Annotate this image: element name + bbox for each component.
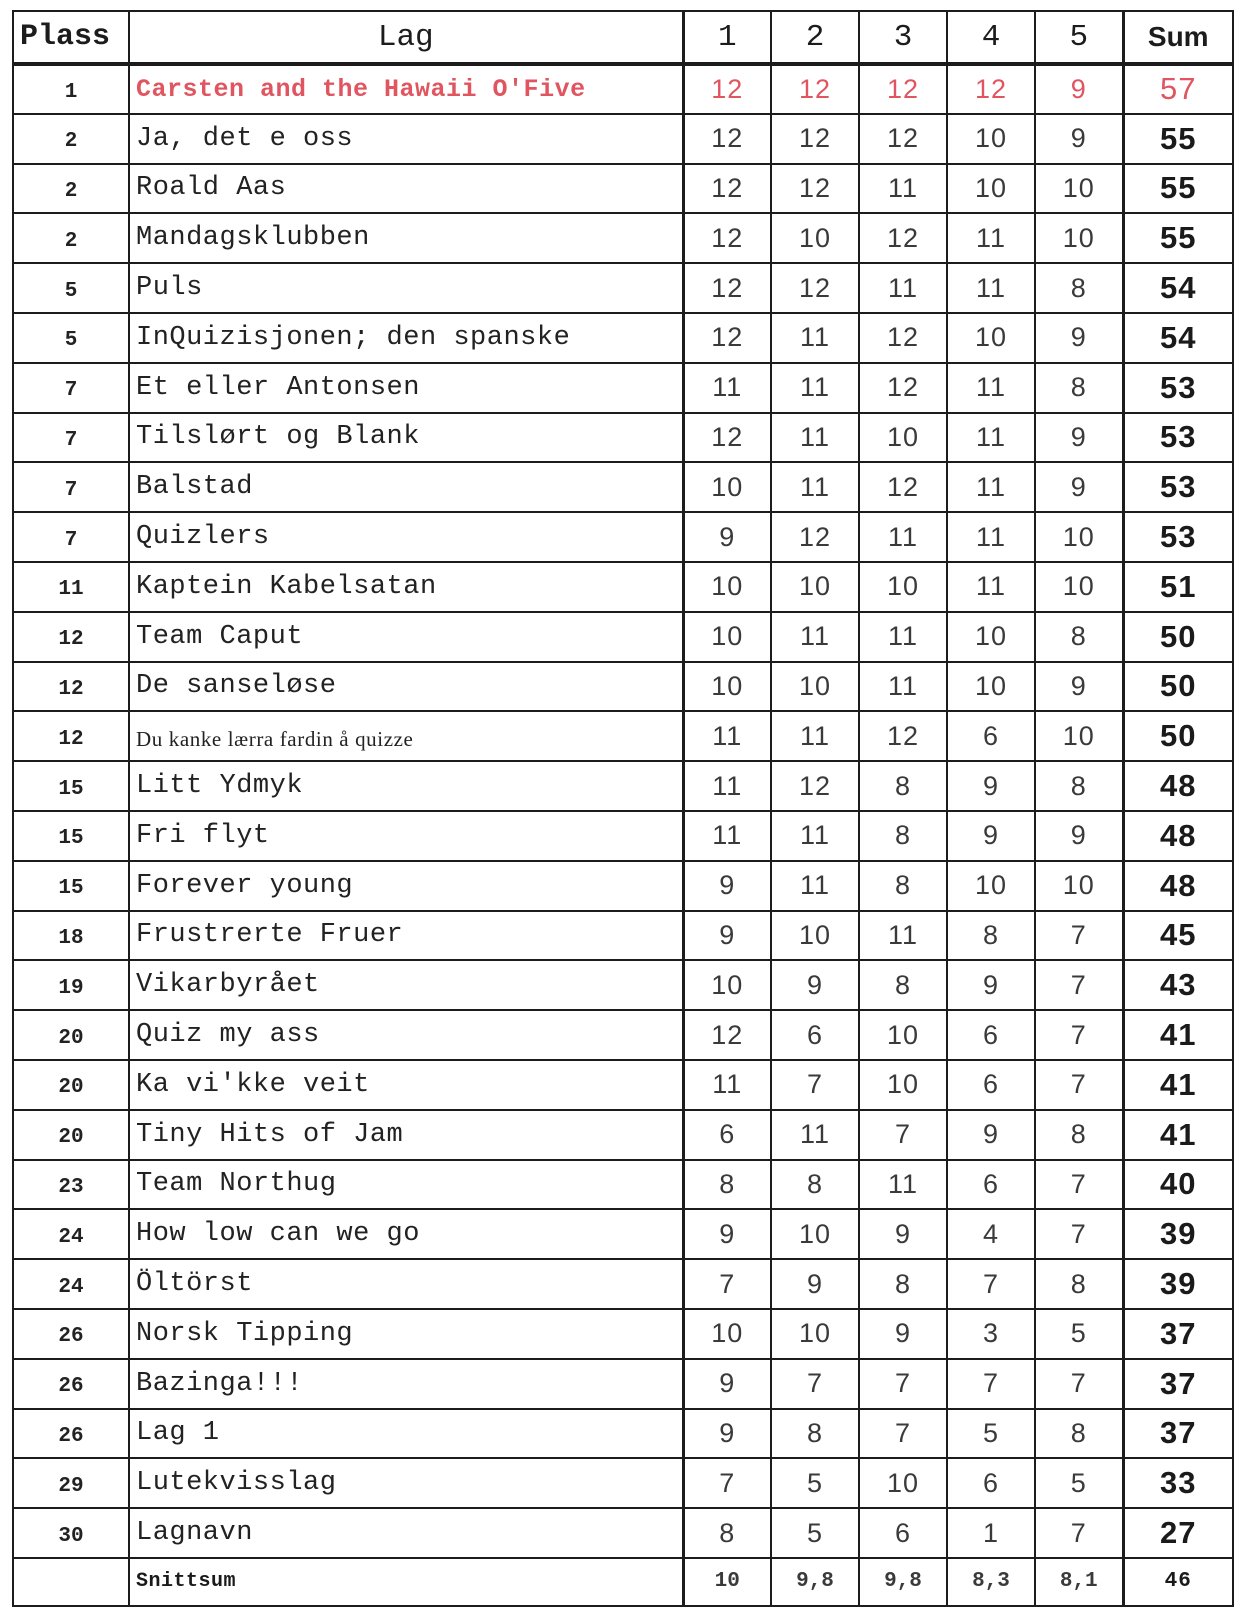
row-plass: 26 — [13, 1309, 129, 1359]
row-score-round-5: 7 — [1035, 911, 1123, 961]
row-score-round-1: 7 — [683, 1458, 771, 1508]
row-score-round-4: 6 — [947, 711, 1035, 761]
row-sum: 51 — [1123, 562, 1233, 612]
row-score-round-1: 9 — [683, 861, 771, 911]
table-body — [13, 64, 1233, 1558]
header-lag: Lag — [129, 11, 683, 64]
row-score-round-2: 10 — [771, 662, 859, 712]
table-row — [13, 662, 1233, 712]
row-score-round-3: 10 — [859, 1458, 947, 1508]
row-score-round-1: 11 — [683, 761, 771, 811]
row-score-round-2: 11 — [771, 861, 859, 911]
row-plass: 12 — [13, 612, 129, 662]
row-sum: 50 — [1123, 662, 1233, 712]
table-row — [13, 1409, 1233, 1459]
row-score-round-2: 10 — [771, 1309, 859, 1359]
row-score-round-3: 12 — [859, 114, 947, 164]
row-plass: 29 — [13, 1458, 129, 1508]
row-score-round-1: 12 — [683, 1010, 771, 1060]
row-score-round-2: 11 — [771, 612, 859, 662]
row-score-round-2: 12 — [771, 64, 859, 114]
row-score-round-3: 6 — [859, 1508, 947, 1558]
row-team-name: Norsk Tipping — [129, 1309, 683, 1359]
row-sum: 37 — [1123, 1309, 1233, 1359]
row-score-round-2: 11 — [771, 313, 859, 363]
row-sum: 53 — [1123, 512, 1233, 562]
row-score-round-2: 11 — [771, 711, 859, 761]
row-score-round-4: 11 — [947, 462, 1035, 512]
row-plass: 24 — [13, 1259, 129, 1309]
footer-avg-round-5: 8,1 — [1035, 1558, 1123, 1606]
row-score-round-5: 9 — [1035, 413, 1123, 463]
row-plass: 15 — [13, 811, 129, 861]
row-sum: 54 — [1123, 313, 1233, 363]
row-score-round-3: 10 — [859, 1060, 947, 1110]
row-score-round-2: 12 — [771, 761, 859, 811]
row-score-round-5: 8 — [1035, 263, 1123, 313]
table-row — [13, 1160, 1233, 1210]
row-score-round-1: 9 — [683, 1209, 771, 1259]
row-score-round-3: 11 — [859, 263, 947, 313]
table-row — [13, 711, 1233, 761]
row-score-round-2: 10 — [771, 911, 859, 961]
row-score-round-4: 9 — [947, 960, 1035, 1010]
row-score-round-3: 8 — [859, 861, 947, 911]
row-score-round-3: 10 — [859, 562, 947, 612]
row-score-round-1: 11 — [683, 711, 771, 761]
row-team-name: Frustrerte Fruer — [129, 911, 683, 961]
row-score-round-1: 10 — [683, 562, 771, 612]
row-score-round-1: 10 — [683, 612, 771, 662]
footer-avg-round-3: 9,8 — [859, 1558, 947, 1606]
row-score-round-5: 10 — [1035, 861, 1123, 911]
row-score-round-5: 8 — [1035, 761, 1123, 811]
row-score-round-5: 10 — [1035, 711, 1123, 761]
row-sum: 45 — [1123, 911, 1233, 961]
table-row — [13, 1010, 1233, 1060]
row-plass: 12 — [13, 711, 129, 761]
row-score-round-5: 9 — [1035, 662, 1123, 712]
table-footer — [13, 1558, 1233, 1606]
row-score-round-1: 9 — [683, 512, 771, 562]
row-score-round-3: 8 — [859, 1259, 947, 1309]
row-plass: 20 — [13, 1010, 129, 1060]
row-sum: 37 — [1123, 1359, 1233, 1409]
row-score-round-2: 11 — [771, 363, 859, 413]
row-score-round-2: 5 — [771, 1458, 859, 1508]
row-sum: 43 — [1123, 960, 1233, 1010]
row-score-round-4: 10 — [947, 612, 1035, 662]
header-sum: Sum — [1123, 11, 1233, 64]
results-sheet — [12, 10, 1234, 1607]
row-score-round-2: 8 — [771, 1160, 859, 1210]
row-team-name: Puls — [129, 263, 683, 313]
row-score-round-1: 11 — [683, 1060, 771, 1110]
table-row — [13, 1110, 1233, 1160]
row-team-name: Lutekvisslag — [129, 1458, 683, 1508]
row-score-round-5: 7 — [1035, 1160, 1123, 1210]
row-score-round-1: 12 — [683, 263, 771, 313]
row-score-round-4: 9 — [947, 1110, 1035, 1160]
row-plass: 24 — [13, 1209, 129, 1259]
row-team-name: Roald Aas — [129, 164, 683, 214]
row-score-round-3: 12 — [859, 363, 947, 413]
row-score-round-5: 7 — [1035, 1359, 1123, 1409]
header-round-3: 3 — [859, 11, 947, 64]
row-plass: 23 — [13, 1160, 129, 1210]
row-team-name: Quizlers — [129, 512, 683, 562]
row-score-round-5: 7 — [1035, 1209, 1123, 1259]
row-team-name: Mandagsklubben — [129, 213, 683, 263]
table-row — [13, 562, 1233, 612]
row-score-round-1: 12 — [683, 114, 771, 164]
row-sum: 33 — [1123, 1458, 1233, 1508]
row-score-round-5: 9 — [1035, 64, 1123, 114]
row-score-round-2: 12 — [771, 512, 859, 562]
row-team-name: Fri flyt — [129, 811, 683, 861]
row-score-round-1: 10 — [683, 462, 771, 512]
row-score-round-5: 7 — [1035, 960, 1123, 1010]
row-score-round-3: 11 — [859, 164, 947, 214]
header-round-1: 1 — [683, 11, 771, 64]
footer-label: Snittsum — [129, 1558, 683, 1606]
row-sum: 40 — [1123, 1160, 1233, 1210]
row-score-round-3: 12 — [859, 462, 947, 512]
row-score-round-4: 6 — [947, 1458, 1035, 1508]
row-team-name: De sanseløse — [129, 662, 683, 712]
table-row — [13, 263, 1233, 313]
table-row — [13, 1060, 1233, 1110]
row-team-name: Ka vi'kke veit — [129, 1060, 683, 1110]
row-team-name: Tilslørt og Blank — [129, 413, 683, 463]
row-score-round-5: 9 — [1035, 114, 1123, 164]
table-row — [13, 911, 1233, 961]
footer-avg-round-4: 8,3 — [947, 1558, 1035, 1606]
row-score-round-5: 8 — [1035, 363, 1123, 413]
row-team-name: Lagnavn — [129, 1508, 683, 1558]
row-score-round-1: 10 — [683, 662, 771, 712]
row-score-round-4: 11 — [947, 413, 1035, 463]
row-score-round-2: 12 — [771, 263, 859, 313]
footer-avg-round-2: 9,8 — [771, 1558, 859, 1606]
row-score-round-4: 9 — [947, 761, 1035, 811]
row-plass: 15 — [13, 761, 129, 811]
row-score-round-4: 11 — [947, 512, 1035, 562]
table-row — [13, 1458, 1233, 1508]
row-score-round-1: 12 — [683, 213, 771, 263]
row-score-round-3: 9 — [859, 1309, 947, 1359]
row-score-round-1: 12 — [683, 313, 771, 363]
row-score-round-4: 10 — [947, 313, 1035, 363]
footer-avg-round-1: 10 — [683, 1558, 771, 1606]
row-sum: 53 — [1123, 363, 1233, 413]
row-score-round-4: 1 — [947, 1508, 1035, 1558]
row-score-round-3: 8 — [859, 811, 947, 861]
row-score-round-1: 10 — [683, 960, 771, 1010]
row-score-round-2: 7 — [771, 1359, 859, 1409]
row-score-round-3: 11 — [859, 512, 947, 562]
row-plass: 2 — [13, 164, 129, 214]
row-score-round-5: 8 — [1035, 1259, 1123, 1309]
row-plass: 5 — [13, 313, 129, 363]
row-score-round-3: 11 — [859, 662, 947, 712]
row-sum: 27 — [1123, 1508, 1233, 1558]
row-team-name: Lag 1 — [129, 1409, 683, 1459]
row-team-name: Litt Ydmyk — [129, 761, 683, 811]
row-score-round-3: 12 — [859, 711, 947, 761]
row-score-round-3: 11 — [859, 1160, 947, 1210]
row-score-round-2: 8 — [771, 1409, 859, 1459]
row-sum: 48 — [1123, 861, 1233, 911]
row-team-name: Kaptein Kabelsatan — [129, 562, 683, 612]
table-row — [13, 612, 1233, 662]
row-score-round-1: 12 — [683, 64, 771, 114]
row-sum: 41 — [1123, 1010, 1233, 1060]
row-score-round-4: 4 — [947, 1209, 1035, 1259]
row-score-round-4: 11 — [947, 213, 1035, 263]
table-row — [13, 1359, 1233, 1409]
row-score-round-3: 12 — [859, 313, 947, 363]
row-score-round-1: 12 — [683, 413, 771, 463]
header-round-2: 2 — [771, 11, 859, 64]
row-score-round-1: 12 — [683, 164, 771, 214]
row-sum: 48 — [1123, 811, 1233, 861]
row-plass: 30 — [13, 1508, 129, 1558]
row-score-round-1: 10 — [683, 1309, 771, 1359]
table-row — [13, 213, 1233, 263]
table-row — [13, 1209, 1233, 1259]
table-row — [13, 861, 1233, 911]
row-score-round-1: 11 — [683, 363, 771, 413]
row-plass: 12 — [13, 662, 129, 712]
row-score-round-3: 7 — [859, 1359, 947, 1409]
row-score-round-2: 11 — [771, 1110, 859, 1160]
row-plass: 2 — [13, 213, 129, 263]
row-sum: 39 — [1123, 1209, 1233, 1259]
row-score-round-4: 3 — [947, 1309, 1035, 1359]
footer-avg-sum: 46 — [1123, 1558, 1233, 1606]
row-plass: 19 — [13, 960, 129, 1010]
row-team-name: Balstad — [129, 462, 683, 512]
row-score-round-5: 7 — [1035, 1010, 1123, 1060]
row-team-name: Vikarbyrået — [129, 960, 683, 1010]
row-sum: 37 — [1123, 1409, 1233, 1459]
row-score-round-3: 9 — [859, 1209, 947, 1259]
row-plass: 20 — [13, 1060, 129, 1110]
row-score-round-4: 10 — [947, 164, 1035, 214]
table-row — [13, 1309, 1233, 1359]
row-sum: 55 — [1123, 213, 1233, 263]
row-team-name: Quiz my ass — [129, 1010, 683, 1060]
row-sum: 48 — [1123, 761, 1233, 811]
table-row — [13, 1259, 1233, 1309]
row-score-round-2: 11 — [771, 811, 859, 861]
row-sum: 57 — [1123, 64, 1233, 114]
row-sum: 50 — [1123, 711, 1233, 761]
row-team-name: Forever young — [129, 861, 683, 911]
row-score-round-1: 8 — [683, 1160, 771, 1210]
header-round-5: 5 — [1035, 11, 1123, 64]
row-score-round-2: 9 — [771, 1259, 859, 1309]
row-score-round-5: 9 — [1035, 462, 1123, 512]
row-team-name: Tiny Hits of Jam — [129, 1110, 683, 1160]
row-score-round-5: 5 — [1035, 1458, 1123, 1508]
row-team-name: Et eller Antonsen — [129, 363, 683, 413]
row-score-round-5: 9 — [1035, 811, 1123, 861]
row-score-round-3: 8 — [859, 761, 947, 811]
row-score-round-5: 8 — [1035, 612, 1123, 662]
row-team-name: Öltörst — [129, 1259, 683, 1309]
row-score-round-5: 10 — [1035, 562, 1123, 612]
header-round-4: 4 — [947, 11, 1035, 64]
row-score-round-2: 10 — [771, 213, 859, 263]
row-score-round-4: 11 — [947, 562, 1035, 612]
row-plass: 5 — [13, 263, 129, 313]
row-score-round-3: 10 — [859, 413, 947, 463]
row-score-round-5: 8 — [1035, 1110, 1123, 1160]
row-team-name: InQuizisjonen; den spanske — [129, 313, 683, 363]
row-score-round-3: 7 — [859, 1409, 947, 1459]
table-row — [13, 512, 1233, 562]
row-score-round-1: 9 — [683, 1359, 771, 1409]
row-team-name: Du kanke lærra fardin å quizze — [129, 711, 683, 761]
row-team-name: Ja, det e oss — [129, 114, 683, 164]
table-row — [13, 114, 1233, 164]
row-score-round-3: 11 — [859, 612, 947, 662]
row-score-round-2: 11 — [771, 413, 859, 463]
row-score-round-3: 7 — [859, 1110, 947, 1160]
results-table — [12, 10, 1234, 1607]
row-sum: 50 — [1123, 612, 1233, 662]
row-team-name: Team Northug — [129, 1160, 683, 1210]
row-score-round-2: 6 — [771, 1010, 859, 1060]
row-score-round-4: 6 — [947, 1010, 1035, 1060]
row-plass: 7 — [13, 512, 129, 562]
table-row — [13, 413, 1233, 463]
row-score-round-2: 11 — [771, 462, 859, 512]
row-score-round-3: 8 — [859, 960, 947, 1010]
row-score-round-4: 5 — [947, 1409, 1035, 1459]
row-score-round-2: 5 — [771, 1508, 859, 1558]
row-sum: 53 — [1123, 413, 1233, 463]
footer-plass — [13, 1558, 129, 1606]
row-score-round-5: 5 — [1035, 1309, 1123, 1359]
row-sum: 55 — [1123, 114, 1233, 164]
row-sum: 53 — [1123, 462, 1233, 512]
row-score-round-1: 9 — [683, 1409, 771, 1459]
row-score-round-2: 12 — [771, 164, 859, 214]
table-row — [13, 761, 1233, 811]
row-score-round-4: 9 — [947, 811, 1035, 861]
row-score-round-3: 12 — [859, 64, 947, 114]
header-plass: Plass — [13, 11, 129, 64]
row-score-round-4: 10 — [947, 861, 1035, 911]
table-row — [13, 811, 1233, 861]
table-row — [13, 64, 1233, 114]
row-score-round-2: 12 — [771, 114, 859, 164]
row-score-round-1: 8 — [683, 1508, 771, 1558]
row-plass: 2 — [13, 114, 129, 164]
row-score-round-1: 7 — [683, 1259, 771, 1309]
row-score-round-3: 12 — [859, 213, 947, 263]
row-plass: 7 — [13, 363, 129, 413]
average-row — [13, 1558, 1233, 1606]
row-score-round-2: 10 — [771, 562, 859, 612]
row-score-round-1: 6 — [683, 1110, 771, 1160]
row-score-round-4: 11 — [947, 263, 1035, 313]
row-score-round-4: 10 — [947, 662, 1035, 712]
row-team-name: Carsten and the Hawaii O'Five — [129, 64, 683, 114]
row-team-name: Bazinga!!! — [129, 1359, 683, 1409]
row-score-round-4: 7 — [947, 1259, 1035, 1309]
row-plass: 1 — [13, 64, 129, 114]
table-row — [13, 363, 1233, 413]
row-score-round-5: 9 — [1035, 313, 1123, 363]
row-score-round-4: 12 — [947, 64, 1035, 114]
table-row — [13, 1508, 1233, 1558]
row-score-round-5: 10 — [1035, 164, 1123, 214]
row-score-round-5: 7 — [1035, 1508, 1123, 1558]
row-score-round-5: 10 — [1035, 512, 1123, 562]
row-plass: 20 — [13, 1110, 129, 1160]
row-plass: 7 — [13, 413, 129, 463]
row-score-round-3: 11 — [859, 911, 947, 961]
row-plass: 26 — [13, 1359, 129, 1409]
row-score-round-1: 11 — [683, 811, 771, 861]
row-team-name: How low can we go — [129, 1209, 683, 1259]
row-score-round-2: 9 — [771, 960, 859, 1010]
row-plass: 15 — [13, 861, 129, 911]
row-team-name: Team Caput — [129, 612, 683, 662]
row-score-round-4: 11 — [947, 363, 1035, 413]
row-score-round-4: 6 — [947, 1060, 1035, 1110]
table-row — [13, 313, 1233, 363]
row-sum: 54 — [1123, 263, 1233, 313]
table-header — [13, 11, 1233, 64]
row-score-round-2: 10 — [771, 1209, 859, 1259]
row-plass: 11 — [13, 562, 129, 612]
row-sum: 41 — [1123, 1110, 1233, 1160]
row-sum: 39 — [1123, 1259, 1233, 1309]
row-score-round-4: 8 — [947, 911, 1035, 961]
row-score-round-5: 7 — [1035, 1060, 1123, 1110]
row-plass: 7 — [13, 462, 129, 512]
table-row — [13, 164, 1233, 214]
row-score-round-1: 9 — [683, 911, 771, 961]
row-score-round-4: 7 — [947, 1359, 1035, 1409]
row-score-round-3: 10 — [859, 1010, 947, 1060]
row-score-round-5: 8 — [1035, 1409, 1123, 1459]
row-sum: 55 — [1123, 164, 1233, 214]
row-score-round-5: 10 — [1035, 213, 1123, 263]
table-row — [13, 462, 1233, 512]
row-score-round-2: 7 — [771, 1060, 859, 1110]
header-row — [13, 11, 1233, 64]
row-plass: 18 — [13, 911, 129, 961]
row-score-round-4: 6 — [947, 1160, 1035, 1210]
row-score-round-4: 10 — [947, 114, 1035, 164]
row-sum: 41 — [1123, 1060, 1233, 1110]
table-row — [13, 960, 1233, 1010]
row-plass: 26 — [13, 1409, 129, 1459]
